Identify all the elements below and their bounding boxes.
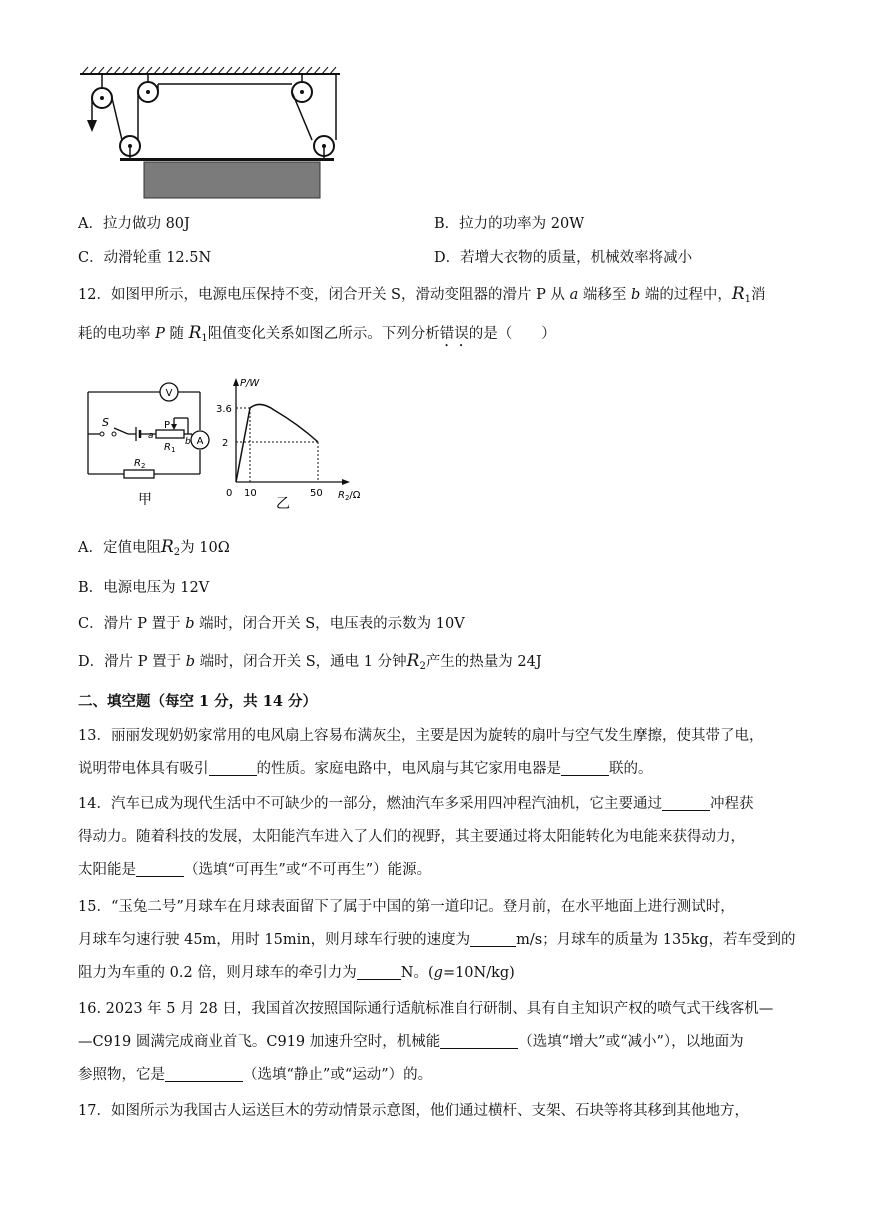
graph-y-tick-2: 2 <box>222 438 229 449</box>
q11-option-b: B．拉力的功率为 20W <box>434 216 585 232</box>
q12-option-a: A．定值电阻$R_2$为 10Ω <box>78 537 230 558</box>
q12-stem-line2: 耗的电功率 P 随 $R_1$阻值变化关系如图乙所示。下列分析错误的是（ ） <box>78 323 556 344</box>
q16-line2: —C919 圆满完成商业首飞。C919 加速升空时，机械能 （选填“增大”或“减小”），以地面为 <box>78 1034 744 1050</box>
circuit-diagram <box>84 376 219 510</box>
q16-line1: 16. 2023 年 5 月 28 日，我国首次按照国际通行适航标准自行研制、具有自主知识产权的喷气式干线客机— <box>78 1001 774 1017</box>
q12-stem-line1: 12．如图甲所示，电源电压保持不变，闭合开关 S，滑动变阻器的滑片 P 从 a 端移至 b 端的过程中，$R_1$消 <box>78 284 766 305</box>
q14-line3: 太阳能是 （选填“可再生”或“不可再生”）能源。 <box>78 862 432 878</box>
q12-option-b: B．电源电压为 12V <box>78 580 210 596</box>
r2-label: $R_2$ <box>134 458 146 470</box>
q15-line3: 阻力为车重的 0.2 倍，则月球车的牵引力为 N。(g=10N/kg) <box>78 965 515 981</box>
circuit-caption: 甲 <box>138 492 152 508</box>
q12-emphasis: 错误 <box>439 326 469 342</box>
voltmeter-label: V <box>165 388 173 399</box>
q15-blank-2[interactable] <box>357 965 401 980</box>
q13-blank-1[interactable] <box>209 761 257 776</box>
q16-blank-2[interactable] <box>165 1067 243 1082</box>
q15-line2: 月球车匀速行驶 45m，用时 15min，则月球车行驶的速度为 m/s；月球车的质量为 135kg，若车受到的 <box>78 932 796 948</box>
q14-blank-2[interactable] <box>136 862 184 877</box>
switch-label: S <box>102 416 109 429</box>
pulley-figure <box>78 66 348 206</box>
q15-blank-1[interactable] <box>470 932 516 947</box>
q12-option-c: C．滑片 P 置于 b 端时，闭合开关 S，电压表的示数为 10V <box>78 616 465 632</box>
q14-blank-1[interactable] <box>662 796 710 811</box>
graph-caption: 乙 <box>276 496 290 512</box>
graph-x-tick-50: 50 <box>310 488 323 499</box>
power-graph <box>216 374 376 514</box>
end-b-label: b <box>185 437 191 447</box>
q11-option-c: C．动滑轮重 12.5N <box>78 250 212 266</box>
graph-x-label: $R_2/\Omega$ <box>338 490 361 502</box>
q17-line1: 17．如图所示为我国古人运送巨木的劳动情景示意图，他们通过横杆、支架、石块等将其移到其他地方， <box>78 1103 749 1119</box>
q12-option-d: D．滑片 P 置于 b 端时，闭合开关 S，通电 1 分钟$R_2$产生的热量为 24J <box>78 651 542 672</box>
q13-line2: 说明带电体具有吸引 的性质。家庭电路中，电风扇与其它家用电器是 联的。 <box>78 761 653 777</box>
q14-line2: 得动力。随着科技的发展，太阳能汽车进入了人们的视野，其主要通过将太阳能转化为电能来获得动力， <box>78 829 745 845</box>
end-a-label: a <box>148 431 154 441</box>
r1-label: $R_1$ <box>164 442 176 454</box>
q13-blank-2[interactable] <box>561 761 609 776</box>
q11-option-a: A．拉力做功 80J <box>78 216 190 232</box>
graph-x-tick-0: 0 <box>226 488 233 499</box>
graph-y-tick-3.6: 3.6 <box>216 404 232 415</box>
q16-blank-1[interactable] <box>440 1034 518 1049</box>
q13-line1: 13．丽丽发现奶奶家常用的电风扇上容易布满灰尘，主要是因为旋转的扇叶与空气发生摩擦，使其带了电， <box>78 728 764 744</box>
ammeter-label: A <box>196 436 204 447</box>
q16-line3: 参照物，它是 （选填“静止”或“运动”）的。 <box>78 1067 433 1083</box>
q14-line1: 14．汽车已成为现代生活中不可缺少的一部分，燃油汽车多采用四冲程汽油机，它主要通过 冲程获 <box>78 796 754 812</box>
graph-x-tick-10: 10 <box>244 488 257 499</box>
q15-line1: 15．“玉兔二号”月球车在月球表面留下了属于中国的第一道印记。登月前，在水平地面上进行测试时， <box>78 899 735 915</box>
section-title: 二、填空题（每空 1 分，共 14 分） <box>78 693 317 710</box>
graph-y-label: P/W <box>240 378 260 389</box>
slider-label: P <box>164 420 171 431</box>
q11-option-d: D．若增大衣物的质量，机械效率将减小 <box>434 250 693 266</box>
